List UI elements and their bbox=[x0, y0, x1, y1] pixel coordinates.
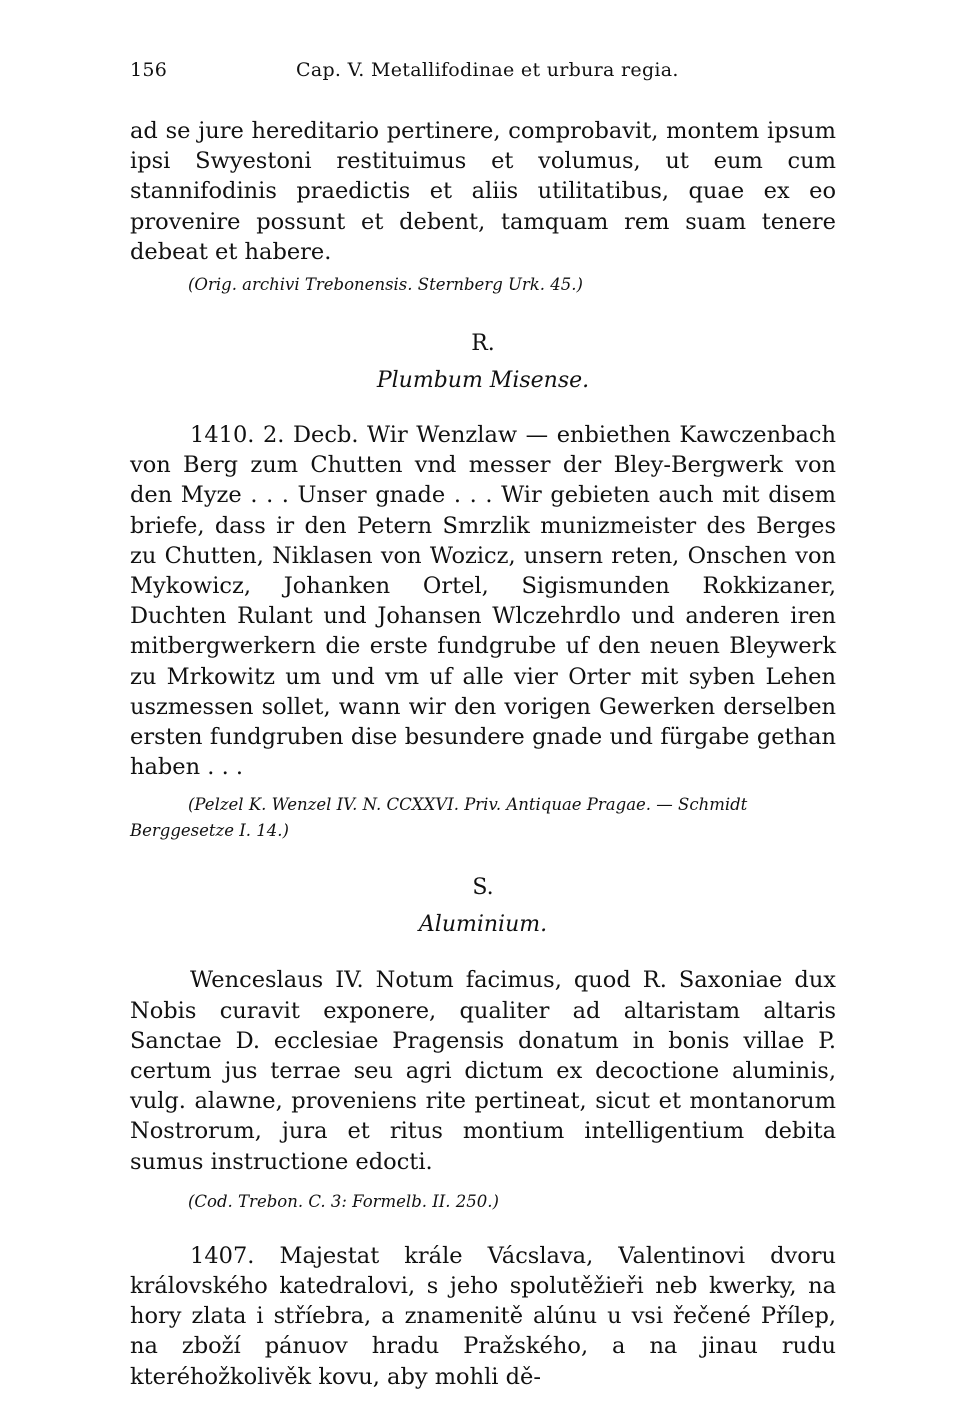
running-title: Cap. V. Metallifodinae et urbura regia. bbox=[296, 59, 679, 81]
opening-source-citation: (Orig. archivi Trebonensis. Sternberg Urk. 45.) bbox=[188, 275, 583, 295]
page-number: 156 bbox=[130, 59, 168, 81]
section-s-title: Aluminium. bbox=[418, 912, 548, 938]
section-s-paragraph: Wenceslaus IV. Notum facimus, quod R. Saxoniae dux Nobis curavit exponere, qualiter ad altaristam altaris Sanctae D. ecclesiae Pragensis donatum in bonis villae P. certum jus terrae seu agri dictum ex decoctione aluminis, vulg. alawne, proveniens rite pertineat, sicut et montanorum Nostrorum, jura et ritus montium intelligentium debita sumus instructione edocti. bbox=[130, 967, 836, 1175]
closing-paragraph: 1407. Majestat krále Vácslava, Valentinovi dvoru královského katedralovi, s jeho spolutěžieři neb kwerky, na hory zlata i stříebra, a znamenitě alúnu u vsi řečené Přílep, na zboží pánuov hradu Pražského, a na jinau rudu kteréhožkolivěk kovu, aby mohli dě- bbox=[130, 1242, 836, 1390]
section-r-paragraph: 1410. 2. Decb. Wir Wenzlaw — enbiethen Kawczenbach von Berg zum Chutten vnd messer der Bley-Bergwerk von den Myze . . . Unser gnade . . . Wir gebieten auch mit disem briefe, dass ir den Petern Smrzlik munizmeister des Berges zu Chutten, Niklasen von Wozicz, unsern reten, Onschen von Mykowicz, Johanken Ortel, Sigismunden Rokkizaner, Duchten Rulant und Johansen Wlczehrdlo und anderen iren mitbergwerkern die erste fundgrube uf den neuen Bleywerk zu Mrkowitz um und vm uf alle vier Orter mit syben Lehen uszmessen sollet, wann wir den vorigen Gewerken derselben ersten fundgruben dise besundere gnade und fürgabe gethan haben . . . bbox=[130, 422, 836, 781]
opening-paragraph: ad se jure hereditario pertinere, comprobavit, montem ipsum ipsi Swyestoni restituimus et volumus, ut eum cum stannifodinis praedictis et aliis utilitatibus, quae ex eo provenire possunt et debent, tamquam rem suam tenere debeat et habere. bbox=[130, 118, 836, 265]
section-s-letter: S. bbox=[472, 875, 494, 901]
section-r-source-citation: (Pelzel K. Wenzel IV. N. CCXXVI. Priv. Antiquae Pragae. — Schmidt Berggesetze I. 14.) bbox=[130, 795, 748, 841]
section-s-source-citation: (Cod. Trebon. C. 3: Formelb. II. 250.) bbox=[188, 1191, 499, 1211]
section-r-letter: R. bbox=[471, 331, 495, 357]
book-page bbox=[130, 58, 836, 1392]
running-head bbox=[130, 58, 836, 82]
section-r-title: Plumbum Misense. bbox=[376, 368, 590, 394]
